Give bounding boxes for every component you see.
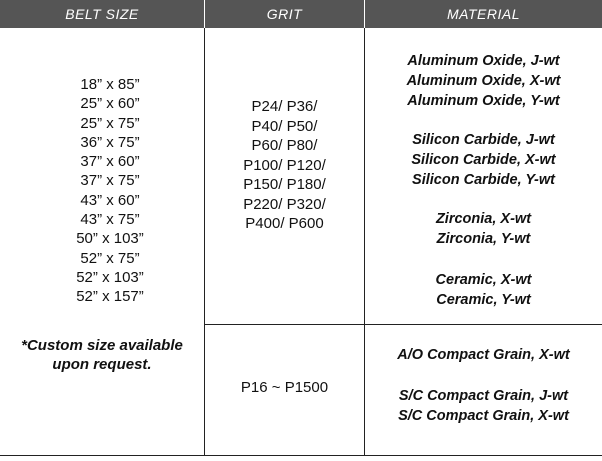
- grit-line: P40/ P50/: [251, 117, 318, 135]
- header-material: MATERIAL: [447, 6, 520, 22]
- material-group-zirconia: [365, 209, 602, 249]
- belt-size-item: 52” x 157”: [76, 288, 144, 306]
- material-item: A/O Compact Grain, X-wt: [397, 347, 570, 363]
- belt-size-item: 37” x 60”: [80, 153, 140, 171]
- material-group-ao-compact: [365, 345, 602, 365]
- belt-size-item: 52” x 103”: [76, 268, 144, 286]
- material-item: Zirconia, X-wt: [435, 211, 532, 227]
- belt-size-item: 25” x 60”: [80, 95, 140, 113]
- belt-size-item: 43” x 60”: [80, 191, 140, 209]
- belt-size-item: 43” x 75”: [80, 211, 140, 229]
- table-bottom-rule: [0, 455, 602, 456]
- grit-line: P24/ P36/: [251, 98, 318, 115]
- grit-line: P220/ P320/: [243, 195, 326, 213]
- custom-note-line: *Custom size available: [21, 337, 183, 354]
- belt-size-list: [40, 75, 180, 307]
- grit-line: P100/ P120/: [243, 156, 326, 174]
- material-group-sc-compact: [365, 386, 602, 426]
- belt-size-item: 36” x 75”: [80, 133, 140, 151]
- material-group-ceramic: [365, 270, 602, 310]
- belt-size-item: 18” x 85”: [80, 76, 140, 93]
- material-item: Zirconia, Y-wt: [436, 231, 531, 247]
- material-item: Silicon Carbide, J-wt: [412, 132, 555, 148]
- belt-size-item: 25” x 75”: [80, 114, 140, 132]
- header-grit: GRIT: [266, 6, 303, 22]
- grit-list-upper: [205, 97, 364, 234]
- belt-size-item: 52” x 75”: [80, 249, 140, 267]
- material-item: S/C Compact Grain, X-wt: [398, 408, 569, 424]
- grit-line: P60/ P80/: [251, 137, 318, 154]
- custom-size-note: [0, 336, 204, 374]
- grit-range-lower: P16 ~ P1500: [240, 379, 329, 396]
- material-item: Silicon Carbide, X-wt: [411, 152, 556, 168]
- material-group-aluminum: [365, 51, 602, 111]
- belt-size-item: 37” x 75”: [80, 172, 140, 190]
- row-divider: [204, 324, 602, 325]
- material-item: Silicon Carbide, Y-wt: [412, 172, 555, 188]
- table-header: [0, 0, 602, 28]
- header-belt-size: BELT SIZE: [65, 6, 139, 22]
- material-item: Ceramic, X-wt: [435, 272, 532, 288]
- material-item: S/C Compact Grain, J-wt: [398, 388, 569, 404]
- belt-size-item: 50” x 103”: [76, 230, 144, 248]
- material-item: Aluminum Oxide, J-wt: [407, 53, 560, 69]
- grit-line: P150/ P180/: [243, 176, 326, 193]
- material-item: Ceramic, Y-wt: [436, 292, 531, 308]
- material-item: Aluminum Oxide, Y-wt: [407, 93, 560, 109]
- custom-note-line: upon request.: [52, 356, 152, 373]
- material-item: Aluminum Oxide, X-wt: [406, 73, 561, 89]
- grit-line: P400/ P600: [245, 215, 324, 232]
- material-group-silicon: [365, 130, 602, 190]
